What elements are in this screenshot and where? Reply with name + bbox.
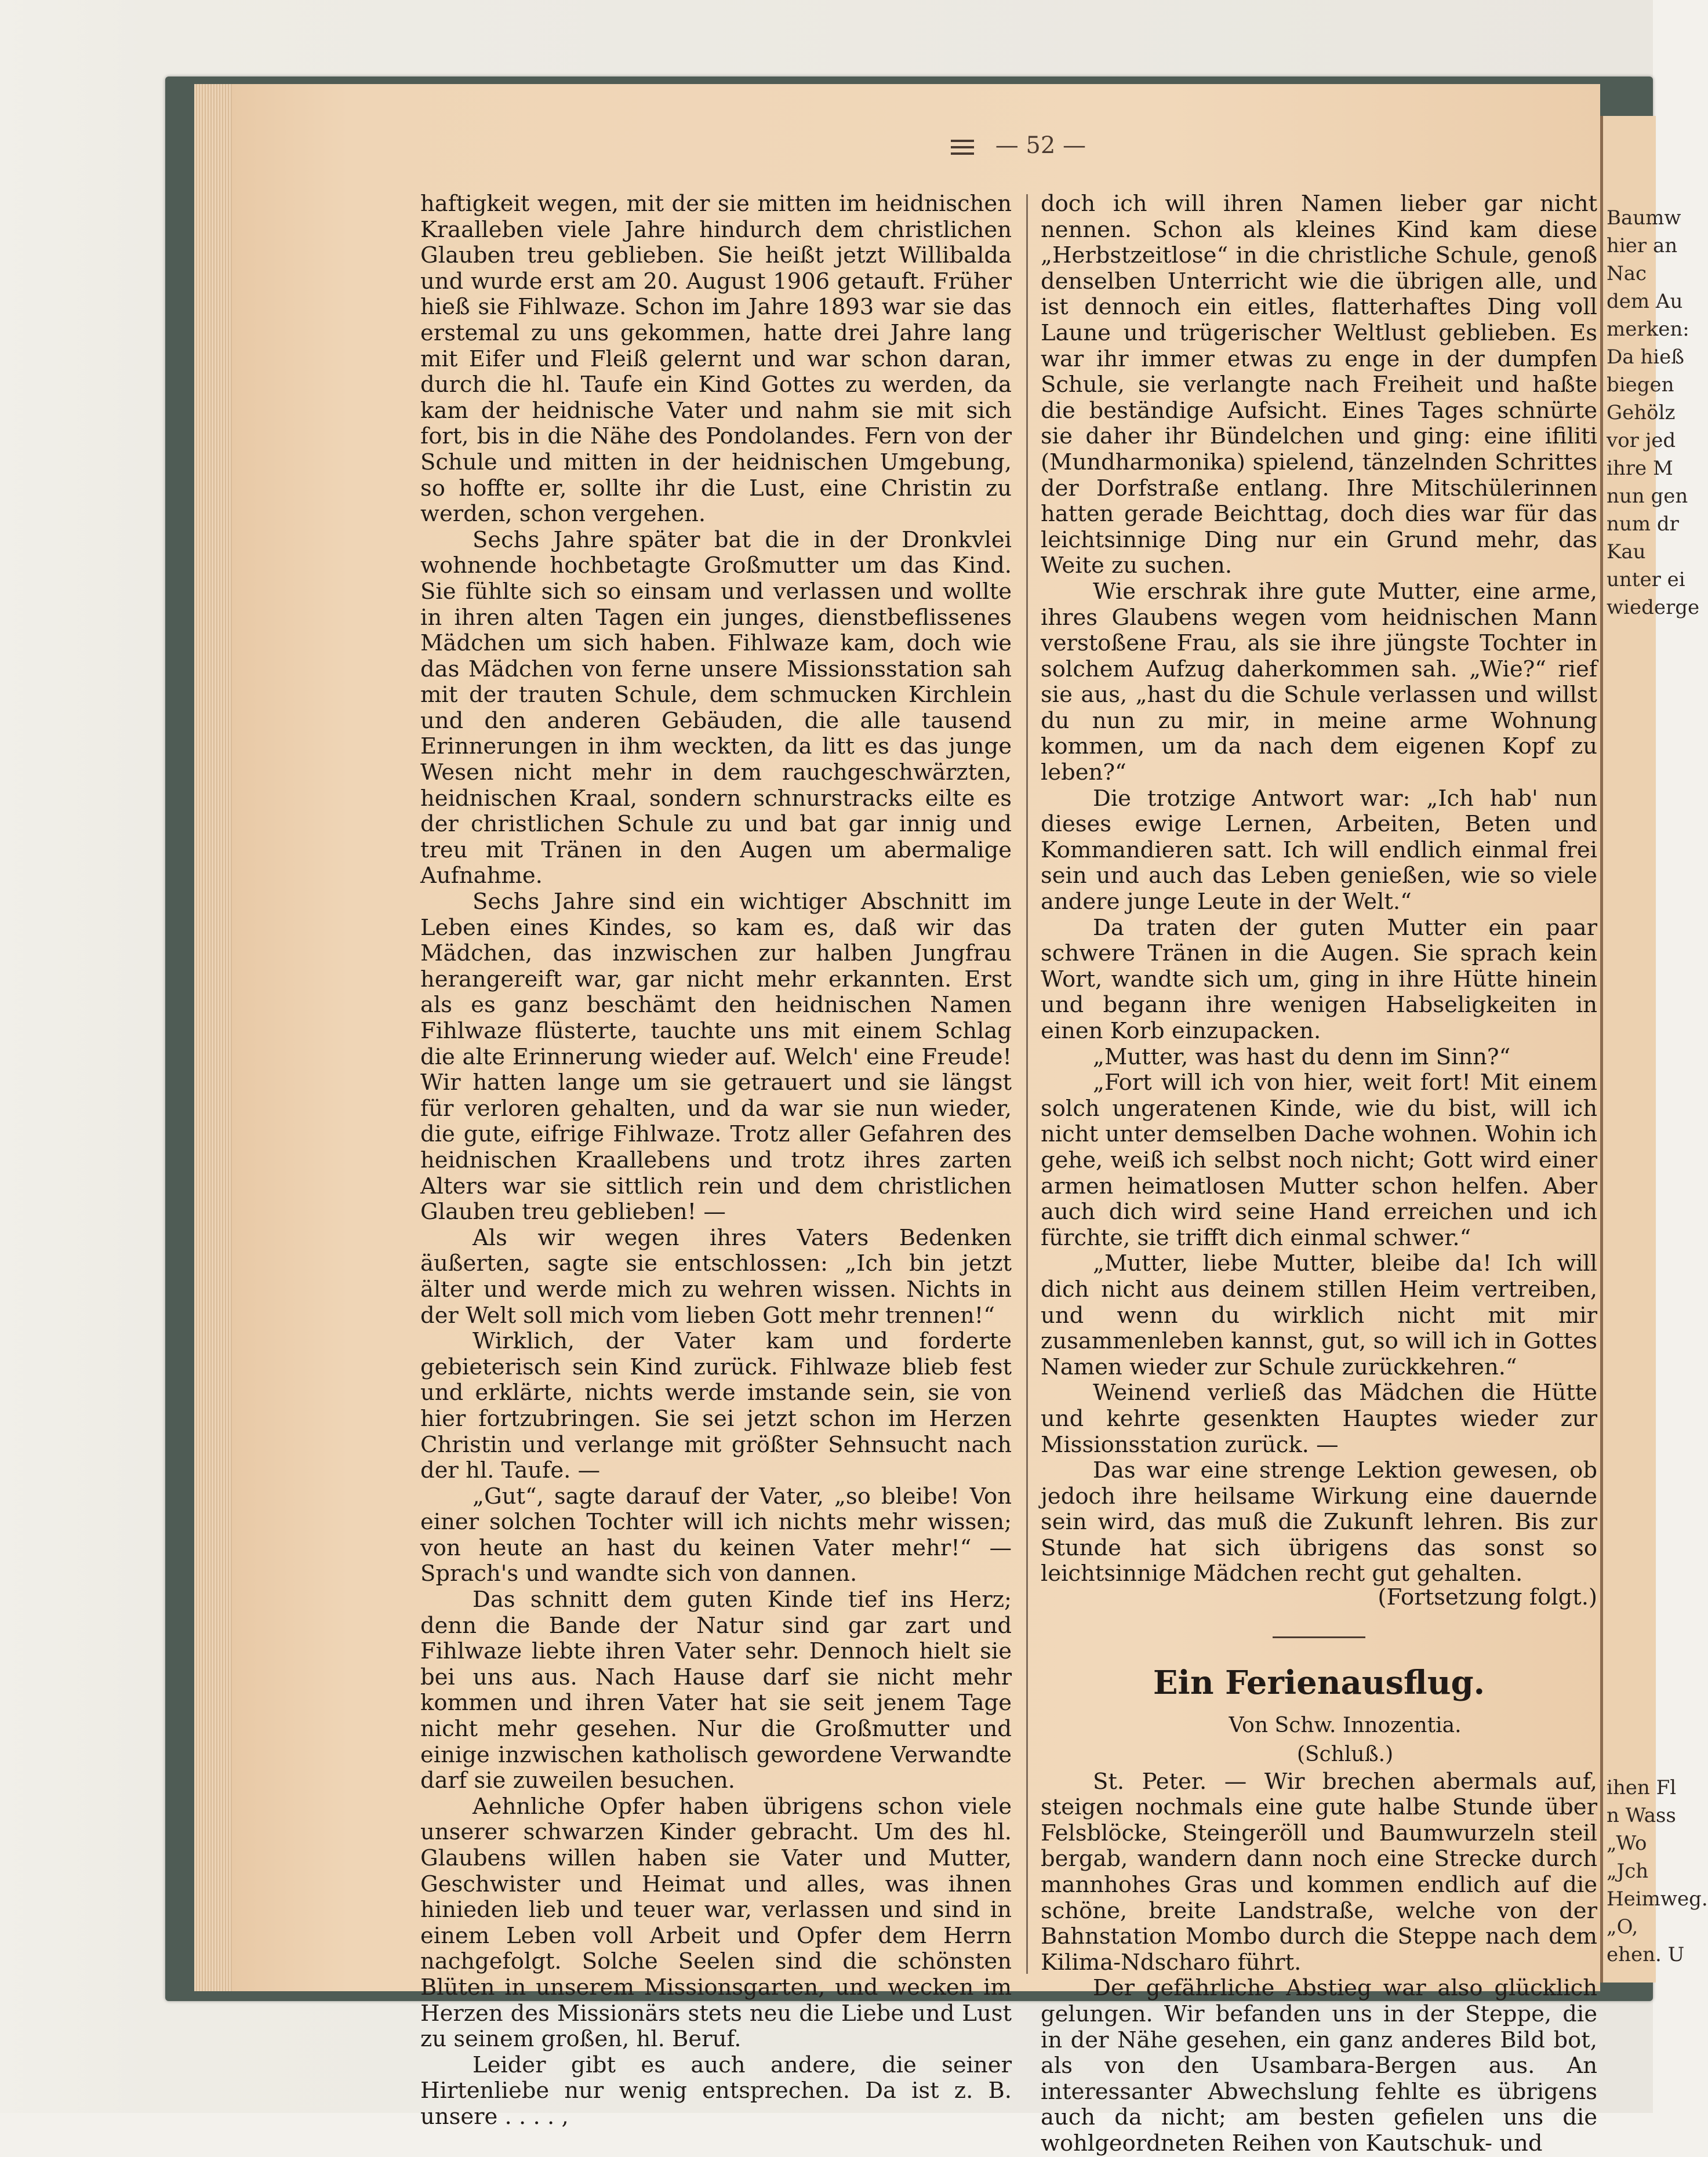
paragraph: Sechs Jahre sind ein wichtiger Abschnitt im Leben eines Kindes, so kam es, daß wir das Mädchen, das inzwischen zur halben Jungfrau herangereift war, gar nicht mehr erkannten. Erst als es ganz beschämt den heidnischen Namen Fihlwaze flüsterte, tauchte uns mit einem Schlag die alte Erinnerung wieder auf. Welch' eine Freude! Wir hatten lange um sie getrauert und sie längst für verloren gehalten, und da war sie nun wieder, die gute, eifrige Fihlwaze. Trotz aller Gefahren des heidnischen Kraallebens und trotz ihres zarten Alters war sie sittlich rein und dem christlichen Glauben treu geblieben! — [420,889,1012,1225]
fragment-line: hier an [1607,234,1678,257]
article-byline: Von Schw. Innozentia. [1229,1713,1462,1737]
fragment-line: „Wo [1607,1832,1647,1855]
fragment-line: num dr [1607,512,1679,536]
left-column [420,191,1012,2130]
continuation-note: (Fortsetzung folgt.) [1378,1584,1597,1611]
paragraph: St. Peter. — Wir brechen abermals auf, steigen nochmals eine gute halbe Stunde über Felsblöcke, Steingeröll und Baumwurzeln steil bergab, wandern dann noch eine Strecke durch mannhohes Gras und kommen endlich auf die schöne, breite Landstraße, welche von der Bahnstation Mombo durch die Steppe nach dem Kilima-Ndscharo führt. [1041,1768,1597,1976]
paragraph: haftigkeit wegen, mit der sie mitten im heidnischen Kraalleben viele Jahre hindurch dem christlichen Glauben treu geblieben. Sie heißt jetzt Willibalda und wurde erst am 20. August 1906 getauft. Früher hieß sie Fihlwaze. Schon im Jahre 1893 war sie das erstemal zu uns gekommen, hatte drei Jahre lang mit Eifer und Fleiß gelernt und war schon daran, durch die hl. Taufe ein Kind Gottes zu werden, da kam der heidnische Vater und nahm sie mit sich fort, bis in die Nähe des Pondolandes. Fern von der Schule und mitten in der heidnischen Umgebung, so hoffte er, sollte ihr die Lust, eine Christin zu werden, schon vergehen. [420,191,1012,528]
fragment-line: wiederge [1607,596,1700,619]
page-edges [194,84,235,1991]
paragraph: Die trotzige Antwort war: „Ich hab' nun dieses ewige Lernen, Arbeiten, Beten und Kommandieren satt. Ich will endlich einmal frei sein und auch das Leben genießen, wie so viele andere junge Leute in der Welt.“ [1041,785,1597,915]
fragment-line: Nac [1607,262,1647,285]
fragment-line: dem Au [1607,290,1683,313]
paragraph: Weinend verließ das Mädchen die Hütte und kehrte gesenkten Hauptes wieder zur Missionsstation zurück. — [1041,1380,1597,1458]
paragraph: Da traten der guten Mutter ein paar schwere Tränen in die Augen. Sie sprach kein Wort, wandte sich um, ging in ihre Hütte hinein und begann ihre wenigen Habseligkeiten in einen Korb einzupacken. [1041,914,1597,1044]
fragment-line: Gehölz [1607,401,1676,424]
fragment-line: Da hieß [1607,345,1684,369]
article-title: Ein Ferienausflug. [1153,1663,1485,1702]
paragraph: Wie erschrak ihre gute Mutter, eine arme, ihres Glaubens wegen vom heidnischen Mann verstoßene Frau, als sie ihre jüngste Tochter in solchem Aufzug daherkommen sah. „Wie?“ rief sie aus, „hast du die Schule verlassen und willst du nun zu mir, in meine arme Wohnung kommen, um da nach dem eigenen Kopf zu leben?“ [1041,578,1597,786]
fragment-line: n Wass [1607,1804,1676,1827]
paragraph: Sechs Jahre später bat die in der Dronkvlei wohnende hochbetagte Großmutter um das Kind. Sie fühlte sich so einsam und verlassen und wollte in ihren alten Tagen ein junges, dienstbeflissenes Mädchen um sich haben. Fihlwaze kam, doch wie das Mädchen von ferne unsere Missionsstation sah mit der trauten Schule, dem schmucken Kirchlein und den anderen Gebäuden, die alle tausend Erinnerungen in ihm weckten, da litt es das junge Wesen nicht mehr in dem rauchgeschwärzten, heidnischen Kraal, sondern schnurstracks eilte es der christlichen Schule zu und bat gar innig und treu mit Tränen in den Augen um abermalige Aufnahme. [420,526,1012,889]
article-sub-note: (Schluß.) [1296,1742,1394,1766]
right-column [1041,191,1597,2157]
paragraph: Wirklich, der Vater kam und forderte gebieterisch sein Kind zurück. Fihlwaze blieb fest und erklärte, nichts werde imstande sein, sie von hier fortzubringen. Sie sei jetzt schon im Herzen Christin und verlange mit größter Sehnsucht nach der hl. Taufe. — [420,1328,1012,1484]
fragment-line: merken: [1607,318,1689,341]
fragment-line: biegen [1607,373,1674,397]
paragraph: Das war eine strenge Lektion gewesen, ob jedoch ihre heilsame Wirkung eine dauernde sein wird, das muß die Zukunft lehren. Bis zur Stunde hat sich übrigens das sonst so leichtsinnige Mädchen recht gut gehalten. [1041,1457,1597,1587]
fragment-line: ihre M [1607,457,1673,480]
paragraph: Der gefährliche Abstieg war also glücklich gelungen. Wir befanden uns in der Steppe, die in der Nähe gesehen, ein ganz anderes Bild bot, als von den Usambara-Bergen aus. An interessanter Abwechslung fehlte es übrigens auch da nicht; am besten gefielen uns die wohlgeordneten Reihen von Kautschuk- und [1041,1975,1597,2156]
paragraph: Aehnliche Opfer haben übrigens schon viele unserer schwarzen Kinder gebracht. Um des hl. Glaubens willen haben sie Vater und Mutter, Geschwister und Heimat und alles, was ihnen hinieden lieb und teuer war, verlassen und sind in einem Leben voll Arbeit und Opfer dem Herrn nachgefolgt. Solche Seelen sind die schönsten Blüten in unserem Missionsgarten, und wecken im Herzen des Missionärs stets neu die Liebe und Lust zu seinem großen, hl. Beruf. [420,1793,1012,2053]
column-divider [1026,194,1028,1974]
paragraph: doch ich will ihren Namen lieber gar nicht nennen. Schon als kleines Kind kam diese „Herbstzeitlose“ in die christliche Schule, genoß denselben Unterricht wie die übrigen alle, und ist dennoch ein eitles, flatterhaftes Ding voll Laune und trügerischer Weltlust geblieben. Es war ihr immer etwas zu enge in der dumpfen Schule, sie verlangte nach Freiheit und haßte die beständige Aufsicht. Eines Tages schnürte sie daher ihr Bündelchen und ging: eine ifiliti (Mundharmonika) spielend, tänzelnden Schrittes der Dorfstraße entlang. Ihre Mitschülerinnen hatten gerade Beichttag, doch dies war für das leichtsinnige Ding nur ein Grund mehr, das Weite zu suchen. [1041,191,1597,579]
paragraph: Leider gibt es auch andere, die seiner Hirtenliebe nur wenig entsprechen. Da ist z. B. unsere . . . . , [420,2051,1012,2130]
fragment-line: vor jed [1607,429,1676,452]
paragraph: „Mutter, was hast du denn im Sinn?“ [1093,1043,1511,1070]
fragment-line: ehen. U [1607,1943,1685,1966]
header-ornament-icon [951,136,974,159]
fragment-line: „Jch [1607,1860,1649,1883]
paragraph: Als wir wegen ihres Vaters Bedenken äußerten, sagte sie entschlossen: „Ich bin jetzt älter und werde mich zu wehren wissen. Nichts in der Welt soll mich vom lieben Gott mehr trennen!“ [420,1224,1012,1329]
next-page-strip [1600,116,1708,1983]
fragment-line: „O, [1607,1915,1638,1938]
fragment-line: Heimweg. [1607,1887,1708,1911]
fragment-line: Baumw [1607,206,1681,230]
fragment-line: nun gen [1607,485,1688,508]
next-page-upper-fragment [1603,204,1699,621]
page-header [951,132,1086,167]
next-page-lower-fragment [1603,1774,1708,1969]
paragraph: „Fort will ich von hier, weit fort! Mit einem solch ungeratenen Kinde, wie du bist, will ich nicht unter demselben Dache wohnen. Wohin ich gehe, weiß ich selbst noch nicht; Gott wird einer armen heimatlosen Mutter schon helfen. Aber auch dich wird seine Hand erreichen und ich fürchte, sie trifft dich einmal schwer.“ [1041,1070,1597,1251]
page-number: — 52 — [995,132,1086,159]
paragraph: Das schnitt dem guten Kinde tief ins Herz; denn die Bande der Natur sind gar zart und Fihlwaze liebte ihren Vater sehr. Dennoch hielt sie bei uns aus. Nach Hause darf sie nicht mehr kommen und ihren Vater hat sie seit jenem Tage nicht mehr gesehen. Nur die Großmutter und einige inzwischen katholisch gewordene Verwandte darf sie zuweilen besuchen. [420,1587,1012,1794]
section-divider [1273,1636,1365,1638]
paragraph: „Gut“, sagte darauf der Vater, „so bleibe! Von einer solchen Tochter will ich nichts mehr wissen; von heute an hast du keinen Vater mehr!“ — Sprach's und wandte sich von dannen. [420,1483,1012,1587]
paragraph: „Mutter, liebe Mutter, bleibe da! Ich will dich nicht aus deinem stillen Heim vertreiben, und wenn du wirklich nicht mit mir zusammenleben kannst, gut, so will ich in Gottes Namen wieder zur Schule zurückkehren.“ [1041,1250,1597,1380]
fragment-line: Kau [1607,540,1646,563]
fragment-line: unter ei [1607,568,1685,591]
fragment-line: ihen Fl [1607,1776,1677,1799]
